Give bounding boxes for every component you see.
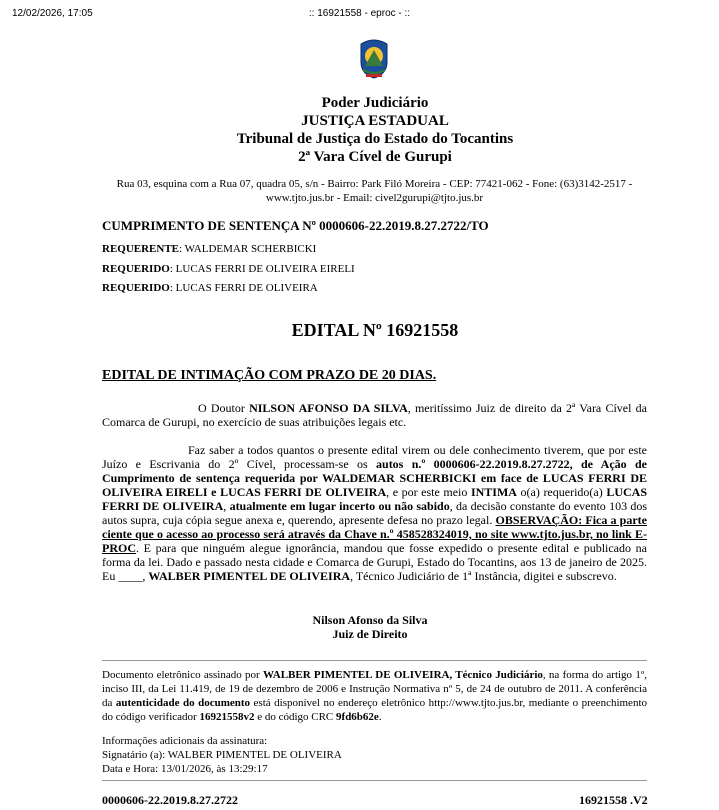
p2-j: . E para que ninguém alegue ignorância, mandou que fosse expedido o presente edital e publicado na forma da lei. Dado e passado nesta cidade e Comarca de Gurupi, Estado do Tocantins, aos 13 de janeiro de 2025. Eu ____,: [102, 541, 647, 583]
p2-intima: INTIMA: [470, 485, 517, 499]
address-line-1: Rua 03, esquina com a Rua 07, quadra 05, s/n - Bairro: Park Filó Moreira - CEP: 77421-062 - Fone: (63)3142-2517 -: [116, 178, 633, 190]
p2-party: LUCAS FERRI DE OLIVEIRA: [102, 485, 647, 513]
party-role: REQUERENTE: [102, 243, 180, 255]
header-line-4: 2ª Vara Cível de Gurupi: [298, 149, 452, 165]
p2-c: , e por este meio: [386, 485, 471, 499]
edital-subtitle: EDITAL DE INTIMAÇÃO COM PRAZO DE 20 DIAS.: [102, 368, 437, 383]
signature-role: Juiz de Direito: [332, 627, 408, 641]
header-line-2: JUSTIÇA ESTADUAL: [301, 113, 449, 129]
bottom-doc-version: 16921558 .V2: [579, 793, 648, 807]
signature-info-title: Informações adicionais da assinatura:: [102, 735, 268, 747]
f1-c: , na forma do artigo 1º, inciso III, da Lei 11.419, de 19 de dezembro de 2006 e Instrução Normativa nº 5, de 24 de outubro de 2011. A conferência da: [102, 669, 647, 709]
party-3: [102, 281, 318, 295]
signature-note: [102, 668, 647, 724]
party-name: : WALDEMAR SCHERBICKI: [179, 243, 317, 255]
paragraph-1: [102, 401, 647, 429]
bottom-divider: [102, 780, 647, 781]
party-1: [102, 242, 316, 256]
signature-datetime: Data e Hora: 13/01/2026, às 13:29:17: [102, 763, 268, 775]
f1-i: .: [378, 711, 382, 723]
p1-post: , meritíssimo Juiz de direito da 2ª Vara Cível da Comarca de Gurupi, no exercício de suas atribuições legais etc.: [102, 401, 647, 429]
p1-judge: NILSON AFONSO DA SILVA: [249, 401, 408, 415]
party-role: REQUERIDO: [102, 263, 170, 275]
p2-l: , Técnico Judiciário de 1ª Instância, digitei e subscrevo.: [350, 569, 617, 583]
f1-crc-code: 9fd6b62e: [336, 711, 379, 723]
p2-e: o(a) requerido(a): [516, 485, 607, 499]
court-address: [102, 177, 647, 205]
p2-case-bold: autos n.º 0000606-22.2019.8.27.2722, de Ação de Cumprimento de sentença requerida por WALDEMAR SCHERBICKI em face de LUCAS FERRI DE OLIVEIRA EIRELI e LUCAS FERRI DE OLIVEIRA: [102, 457, 647, 499]
f1-e: está disponível no endereço eletrônico http://www.tjto.jus.br, mediante o preenchimento do código verificador: [102, 697, 647, 723]
f1-authenticity: autenticidade do documento: [115, 697, 251, 709]
signature-name: Nilson Afonso da Silva: [312, 613, 428, 627]
f1-g: e do código CRC: [254, 711, 337, 723]
party-role: REQUERIDO: [102, 282, 170, 294]
p2-clerk: WALBER PIMENTEL DE OLIVEIRA: [148, 569, 351, 583]
header-line-1: Poder Judiciário: [321, 95, 429, 111]
p1-pre: O Doutor: [198, 401, 250, 415]
address-line-2: www.tjto.jus.br - Email: civel2gurupi@tjto.jus.br: [265, 192, 484, 204]
f1-verifier-code: 16921558v2: [199, 711, 255, 723]
party-name: : LUCAS FERRI DE OLIVEIRA: [169, 282, 318, 294]
p2-i: , da decisão constante do evento 103 dos autos supra, cuja cópia segue anexa e, querendo, apresente defesa no prazo legal.: [102, 499, 648, 527]
bottom-case-number: 0000606-22.2019.8.27.2722: [102, 793, 238, 807]
party-2: [102, 262, 355, 276]
paragraph-2: [102, 443, 647, 583]
print-datetime: 12/02/2026, 17:05: [12, 8, 93, 19]
p2-whereabouts: atualmente em lugar incerto ou não sabido: [229, 499, 450, 513]
p2-a: Faz saber a todos quantos o presente edital virem ou dele conhecimento tiverem, que por este Juízo e Escrivania do 2º Cível, processam-se os: [102, 443, 647, 471]
header-line-3: Tribunal de Justiça do Estado do Tocantins: [236, 131, 514, 147]
p2-observation: OBSERVAÇÃO: Fica a parte ciente que o acesso ao processo será através da Chave n.º 458528324019, no site www.tjto.jus.br, no link E-PROC: [102, 513, 647, 555]
footer-divider: [102, 660, 647, 661]
signature-signer: Signatário (a): WALBER PIMENTEL DE OLIVEIRA: [102, 749, 342, 761]
print-page-title: :: 16921558 - eproc - ::: [308, 8, 411, 19]
f1-signer: WALBER PIMENTEL DE OLIVEIRA, Técnico Judiciário: [262, 669, 543, 681]
p2-g: ,: [223, 499, 230, 513]
edital-number-title: EDITAL Nº 16921558: [291, 320, 459, 340]
party-name: : LUCAS FERRI DE OLIVEIRA EIRELI: [169, 263, 355, 275]
coat-of-arms-icon: [355, 36, 393, 80]
case-title: CUMPRIMENTO DE SENTENÇA Nº 0000606-22.2019.8.27.2722/TO: [102, 218, 489, 233]
f1-a: Documento eletrônico assinado por: [102, 669, 263, 681]
